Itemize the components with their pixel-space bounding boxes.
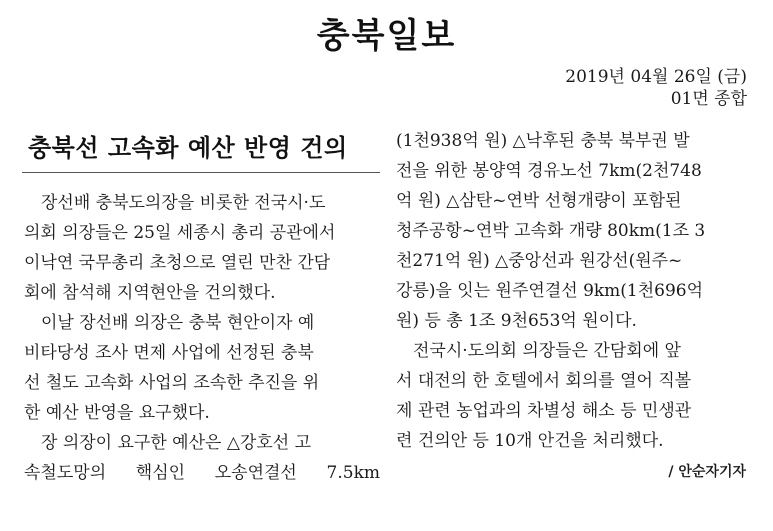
text-line: 선 철도 고속화 사업의 조속한 추진을 위: [24, 373, 320, 393]
text-line: 강릉)을 잇는 원주연결선 9km(1천696억: [396, 281, 704, 301]
text-line: 한 예산 반영을 요구했다.: [24, 403, 210, 423]
text-line: 이날 장선배 의장은 충북 현안이자 예: [41, 313, 315, 333]
text-line: 원) 등 총 1조 9천653억 원이다.: [396, 311, 637, 331]
issue-section: 01면 종합: [670, 89, 747, 109]
text-line: 의회 의장들은 25일 세종시 총리 공관에서: [24, 223, 336, 243]
text-line: 장선배 충북도의장을 비롯한 전국시·도: [41, 193, 326, 213]
text-line: 억 원) △삼탄~연박 선형개량이 포함된: [396, 191, 682, 211]
issue-meta: [565, 66, 747, 110]
newspaper-masthead: 충북일보: [316, 16, 457, 56]
text-line: (1천938억 원) △낙후된 충북 북부권 발: [396, 131, 690, 151]
text-line: 련 건의안 등 10개 안건을 처리했다.: [396, 431, 664, 451]
text-line: 회에 참석해 지역현안을 건의했다.: [24, 283, 276, 303]
text-line: 비타당성 조사 면제 사업에 선정된 충북: [24, 343, 314, 363]
text-line: 속철도망의 핵심인 오송연결선 7.5km: [24, 463, 380, 483]
article-byline: / 안순자기자: [668, 464, 746, 480]
text-line: 전을 위한 봉양역 경유노선 7km(2천748: [396, 161, 702, 181]
text-line: 청주공항~연박 고속화 개량 80km(1조 3: [396, 221, 706, 241]
headline-divider: [22, 172, 380, 173]
text-line: 장 의장이 요구한 예산은 △강호선 고: [41, 433, 312, 453]
text-line: 서 대전의 한 호텔에서 회의를 열어 직볼: [396, 371, 692, 391]
article-column-right: [396, 126, 754, 487]
article-headline: 충북선 고속화 예산 반영 건의: [28, 134, 348, 162]
text-line: 천271억 원) △중앙선과 원강선(원주~: [396, 251, 683, 271]
article-column-left: [24, 188, 380, 488]
text-line: 제 관련 농업과의 차별성 해소 등 민생관: [396, 401, 692, 421]
text-line: 전국시·도의회 의장들은 간담회에 앞: [413, 341, 681, 361]
text-line: 이낙연 국무총리 초청으로 열린 만찬 간담: [24, 253, 331, 273]
issue-date: 2019년 04월 26일 (금): [565, 67, 747, 87]
